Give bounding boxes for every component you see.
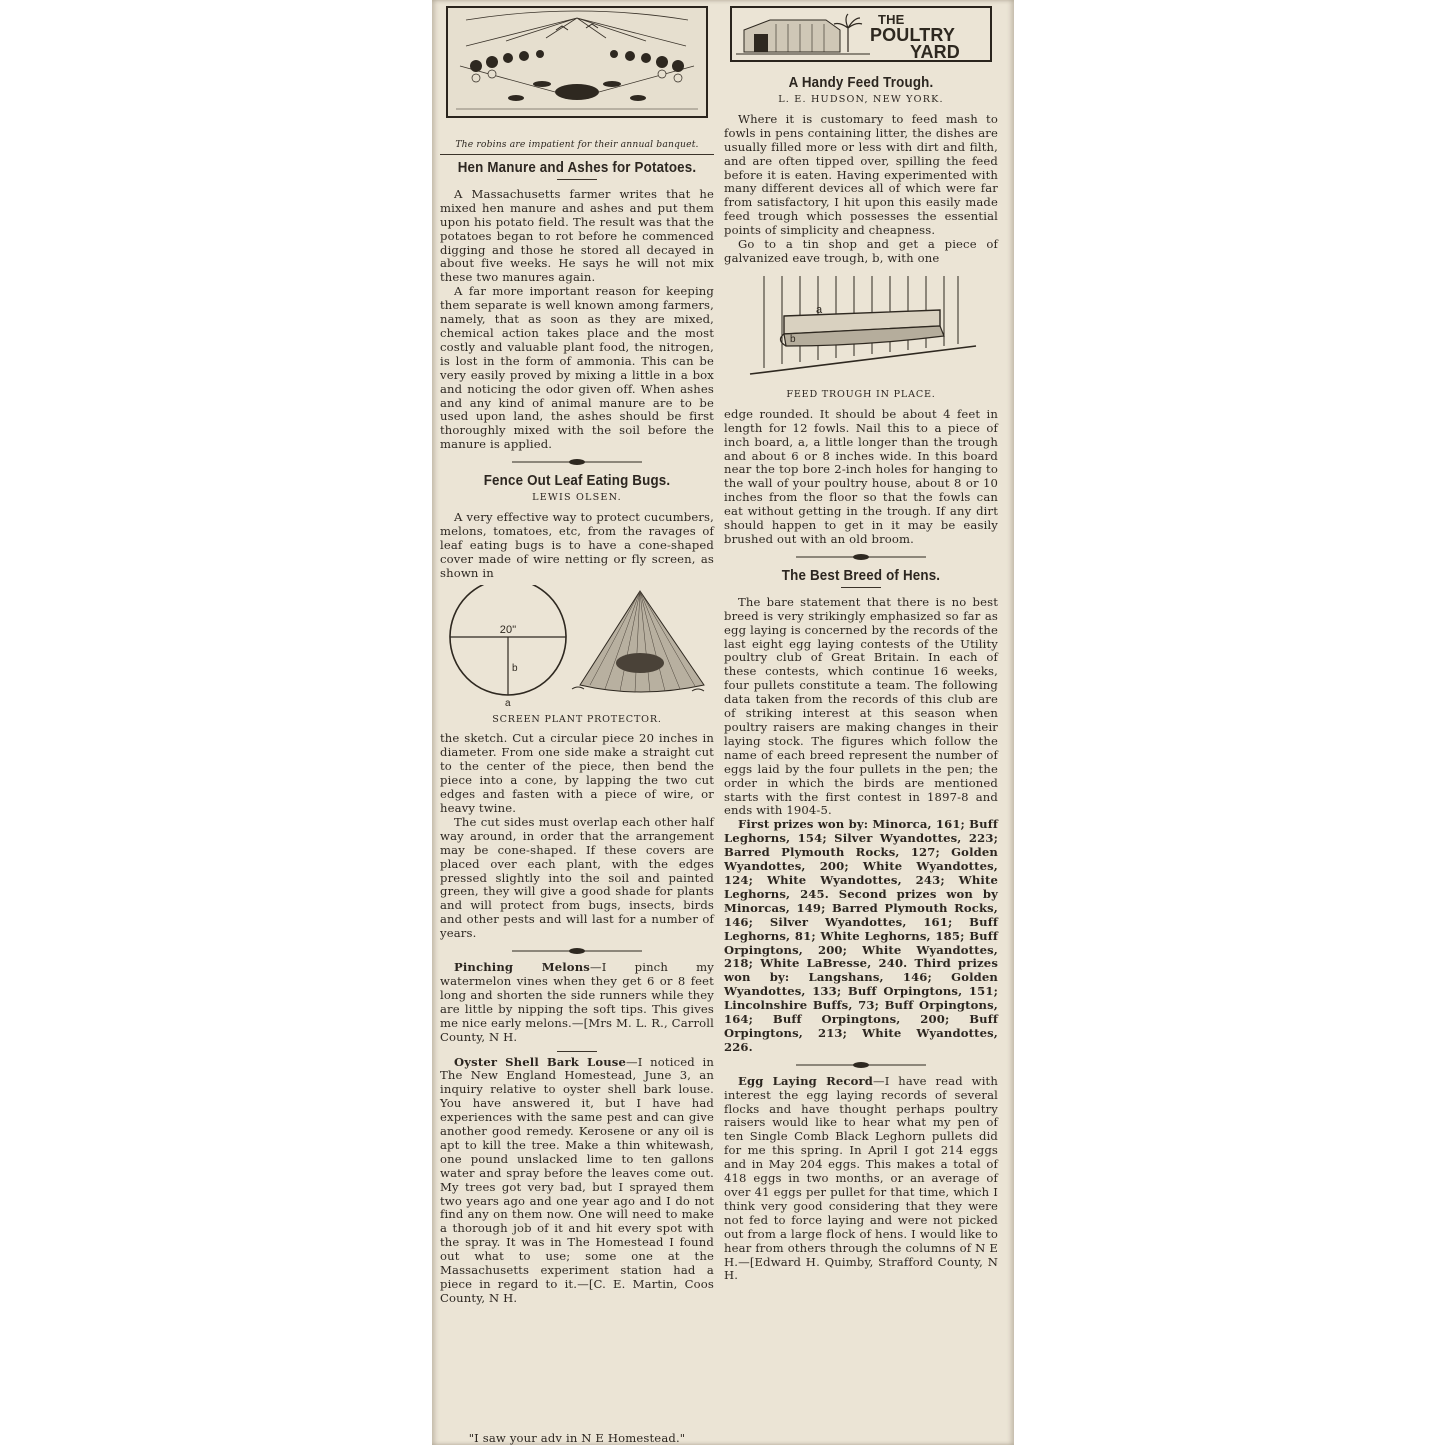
masthead-yard: YARD	[910, 42, 960, 62]
diameter-label: 20"	[499, 623, 517, 636]
byline: LEWIS OLSEN.	[532, 492, 622, 504]
trough-label-b: b	[790, 333, 796, 345]
cone-drawing	[572, 591, 704, 692]
left-column	[440, 6, 714, 1445]
article-title-hen-manure: Hen Manure and Ashes for Potatoes.	[457, 159, 697, 176]
paragraph: Go to a tin shop and get a piece of galvanized eave trough, b, with one	[724, 237, 998, 265]
paragraph: A Massachusetts farmer writes that he mixed hen manure and ashes and put them upon his potato field. The result was that the potatoes began to rot before he commenced digging and those he stored all decayed in about five weeks. He says he will not mix these two manures again.	[440, 186, 714, 285]
masthead-the: THE	[878, 12, 905, 27]
section-ornament	[796, 553, 926, 561]
title-rule	[557, 179, 597, 180]
article-title-best-breed: The Best Breed of Hens.	[781, 567, 941, 584]
figure-caption: SCREEN PLANT PROTECTOR.	[492, 713, 662, 725]
paragraph: The bare statement that there is no best breed is very strikingly emphasized so far as egg laying is concerned by the records of the last eight egg laying contests of the Utility poultry club of Great Britain. In each of these contests, which continue 16 weeks, four pullets constitute a team. The following data taken from the records of this club are of striking interest at this season when poultry raisers are making changes in their laying stock. The figures which follow the name of each breed represent the number of eggs laid by the four pullets in the pen; the order in which the birds are mentioned starts with the first contest in 1897-8 and ends with 1904-5.	[724, 594, 998, 818]
footer-advert-line: "I saw your adv in N E Homestead."	[468, 1431, 686, 1445]
item-text: —I noticed in The New England Homestead, June 3, an inquiry relative to oyster shell bark louse. You have answered it, but I have had experiences with the same pest and can give another good remedy. Kerosene or any oil is apt to kill the tree. Make a thin whitewash, one pound unslacked lime to ten gallons water and spray before the leaves come out. My trees got very bad, but I sprayed them two years ago and one year ago and I do not find any on them now. One will need to make a thorough job of it and hit every spot with the spray. It was in The Homestead I found out what to use; some one at the Massachusetts experiment station had a piece in regard to it.—[C. E. Martin, Coos County, N H.	[440, 1054, 714, 1305]
paragraph: First prizes won by: Minorca, 161; Buff Leghorns, 154; Silver Wyandottes, 223; Barred Plymouth Rocks, 127; Golden Wyandottes, 200; White Wyandottes, 124; White Wyandottes, 243; White Leghorns, 245. Second prizes won by Minorcas, 149; Barred Plymouth Rocks, 146; Silver Wyandottes, 161; Buff Leghorns, 81; White Leghorns, 185; Buff Orpingtons, 200; White Wyandottes, 218; White LaBresse, 240. Third prizes won by: Langshans, 146; Golden Wyandottes, 133; Buff Orpingtons, 151; Lincolnshire Buffs, 73; Buff Orpingtons, 164; Buff Orpingtons, 200; Buff Orpingtons, 213; White Wyandottes, 226.	[724, 817, 998, 1054]
feed-trough-figure	[724, 272, 998, 384]
item-text: —I pinch my watermelon vines when they get 6 or 8 feet long and shorten the side runners while they are little by nipping the soft tips. This gives me nice early melons.—[Mrs M. L. R., Carroll County, N H.	[440, 960, 714, 1044]
runin-title: Egg Laying Record	[738, 1073, 873, 1088]
item-rule	[557, 1051, 597, 1052]
trough-label-a: a	[816, 303, 823, 316]
paragraph: Where it is customary to feed mash to fowls in pens containing litter, the dishes are usually filled more or less with dirt and filth, and are often tipped over, spilling the feed before it is eaten. Having experimented with many different devices all of which were far from satisfactory, I hit upon this easily made feed trough which possesses the essential points of simplicity and cheapness.	[724, 111, 998, 238]
divider	[440, 154, 714, 155]
paragraph: the sketch. Cut a circular piece 20 inches in diameter. From one side make a straight cut to the center of the piece, then bend the piece into a cone, by lapping the two cut edges and fasten with a piece of wire, or heavy twine.	[440, 731, 714, 815]
label-a: a	[505, 697, 511, 709]
right-column	[724, 6, 998, 1445]
poultry-yard-masthead	[730, 6, 992, 64]
section-ornament	[796, 1061, 926, 1069]
newspaper-clipping	[432, 0, 1014, 1445]
figure-caption: FEED TROUGH IN PLACE.	[786, 388, 936, 400]
label-b: b	[512, 662, 518, 674]
section-ornament	[512, 947, 642, 955]
byline: L. E. HUDSON, NEW YORK.	[778, 94, 944, 105]
robins-caption: The robins are impatient for their annual banquet.	[455, 139, 699, 150]
masthead-poultry: POULTRY	[870, 25, 956, 45]
pinching-melons-item	[440, 961, 714, 1044]
screen-plant-protector-figure	[440, 585, 714, 709]
runin-title: Pinching Melons	[454, 960, 590, 975]
runin-title: Oyster Shell Bark Louse	[454, 1054, 627, 1069]
paragraph: A very effective way to protect cucumbers, melons, tomatoes, etc, from the ravages of leaf eating bugs is to have a cone-shaped cover made of wire netting or fly screen, as shown in	[440, 510, 714, 580]
article-title-feed-trough: A Handy Feed Trough.	[788, 75, 934, 91]
paragraph: edge rounded. It should be about 4 feet in length for 12 fowls. Nail this to a piece of inch board, a, a little longer than the trough and about 6 or 8 inches wide. In this board near the top bore 2-inch holes for hanging to the wall of your poultry house, about 8 or 10 inches from the floor so that the fowls can eat without getting in the trough. If any dirt should happen to get in it may be easily brushed out with an old broom.	[724, 406, 998, 546]
paragraph: The cut sides must overlap each other half way around, in order that the arrangement may be cone-shaped. If these covers are placed over each plant, with the edges pressed slightly into the soil and painted green, they will give a good shade for plants and will protect from bugs, insects, birds and other pests and will last for a number of years.	[440, 814, 714, 941]
article-title-leaf-bugs: Fence Out Leaf Eating Bugs.	[483, 473, 671, 490]
section-ornament	[512, 458, 642, 466]
paragraph: A far more important reason for keeping them separate is well known among farmers, namely, that as soon as they are mixed, chemical action takes place and the most costly and valuable plant food, the nitrogen, is lost in the form of ammonia. This can be very easily proved by mixing a little in a box and noticing the odor given off. When ashes and any kind of animal manure are to be used upon land, the ashes should be first thoroughly mixed with the soil before the manure is applied.	[440, 284, 714, 452]
robins-banquet-illustration	[446, 6, 708, 132]
item-text: —I have read with interest the egg laying records of several flocks and have thought perhaps poultry raisers would like to hear what my pen of ten Single Comb Black Leghorn pullets did for me this spring. In April I got 214 eggs and in May 204 eggs. This makes a total of 418 eggs in two months, or an average of over 41 eggs per pullet for that time, which I think very good considering that they were not fed to force laying and were not picked out from a large flock of hens. I would like to hear from others through the columns of N E H.—[Edward H. Quimby, Strafford County, N H.	[724, 1073, 998, 1283]
oyster-shell-item	[440, 1056, 714, 1306]
egg-laying-record-item	[724, 1075, 998, 1284]
title-rule	[841, 587, 881, 588]
